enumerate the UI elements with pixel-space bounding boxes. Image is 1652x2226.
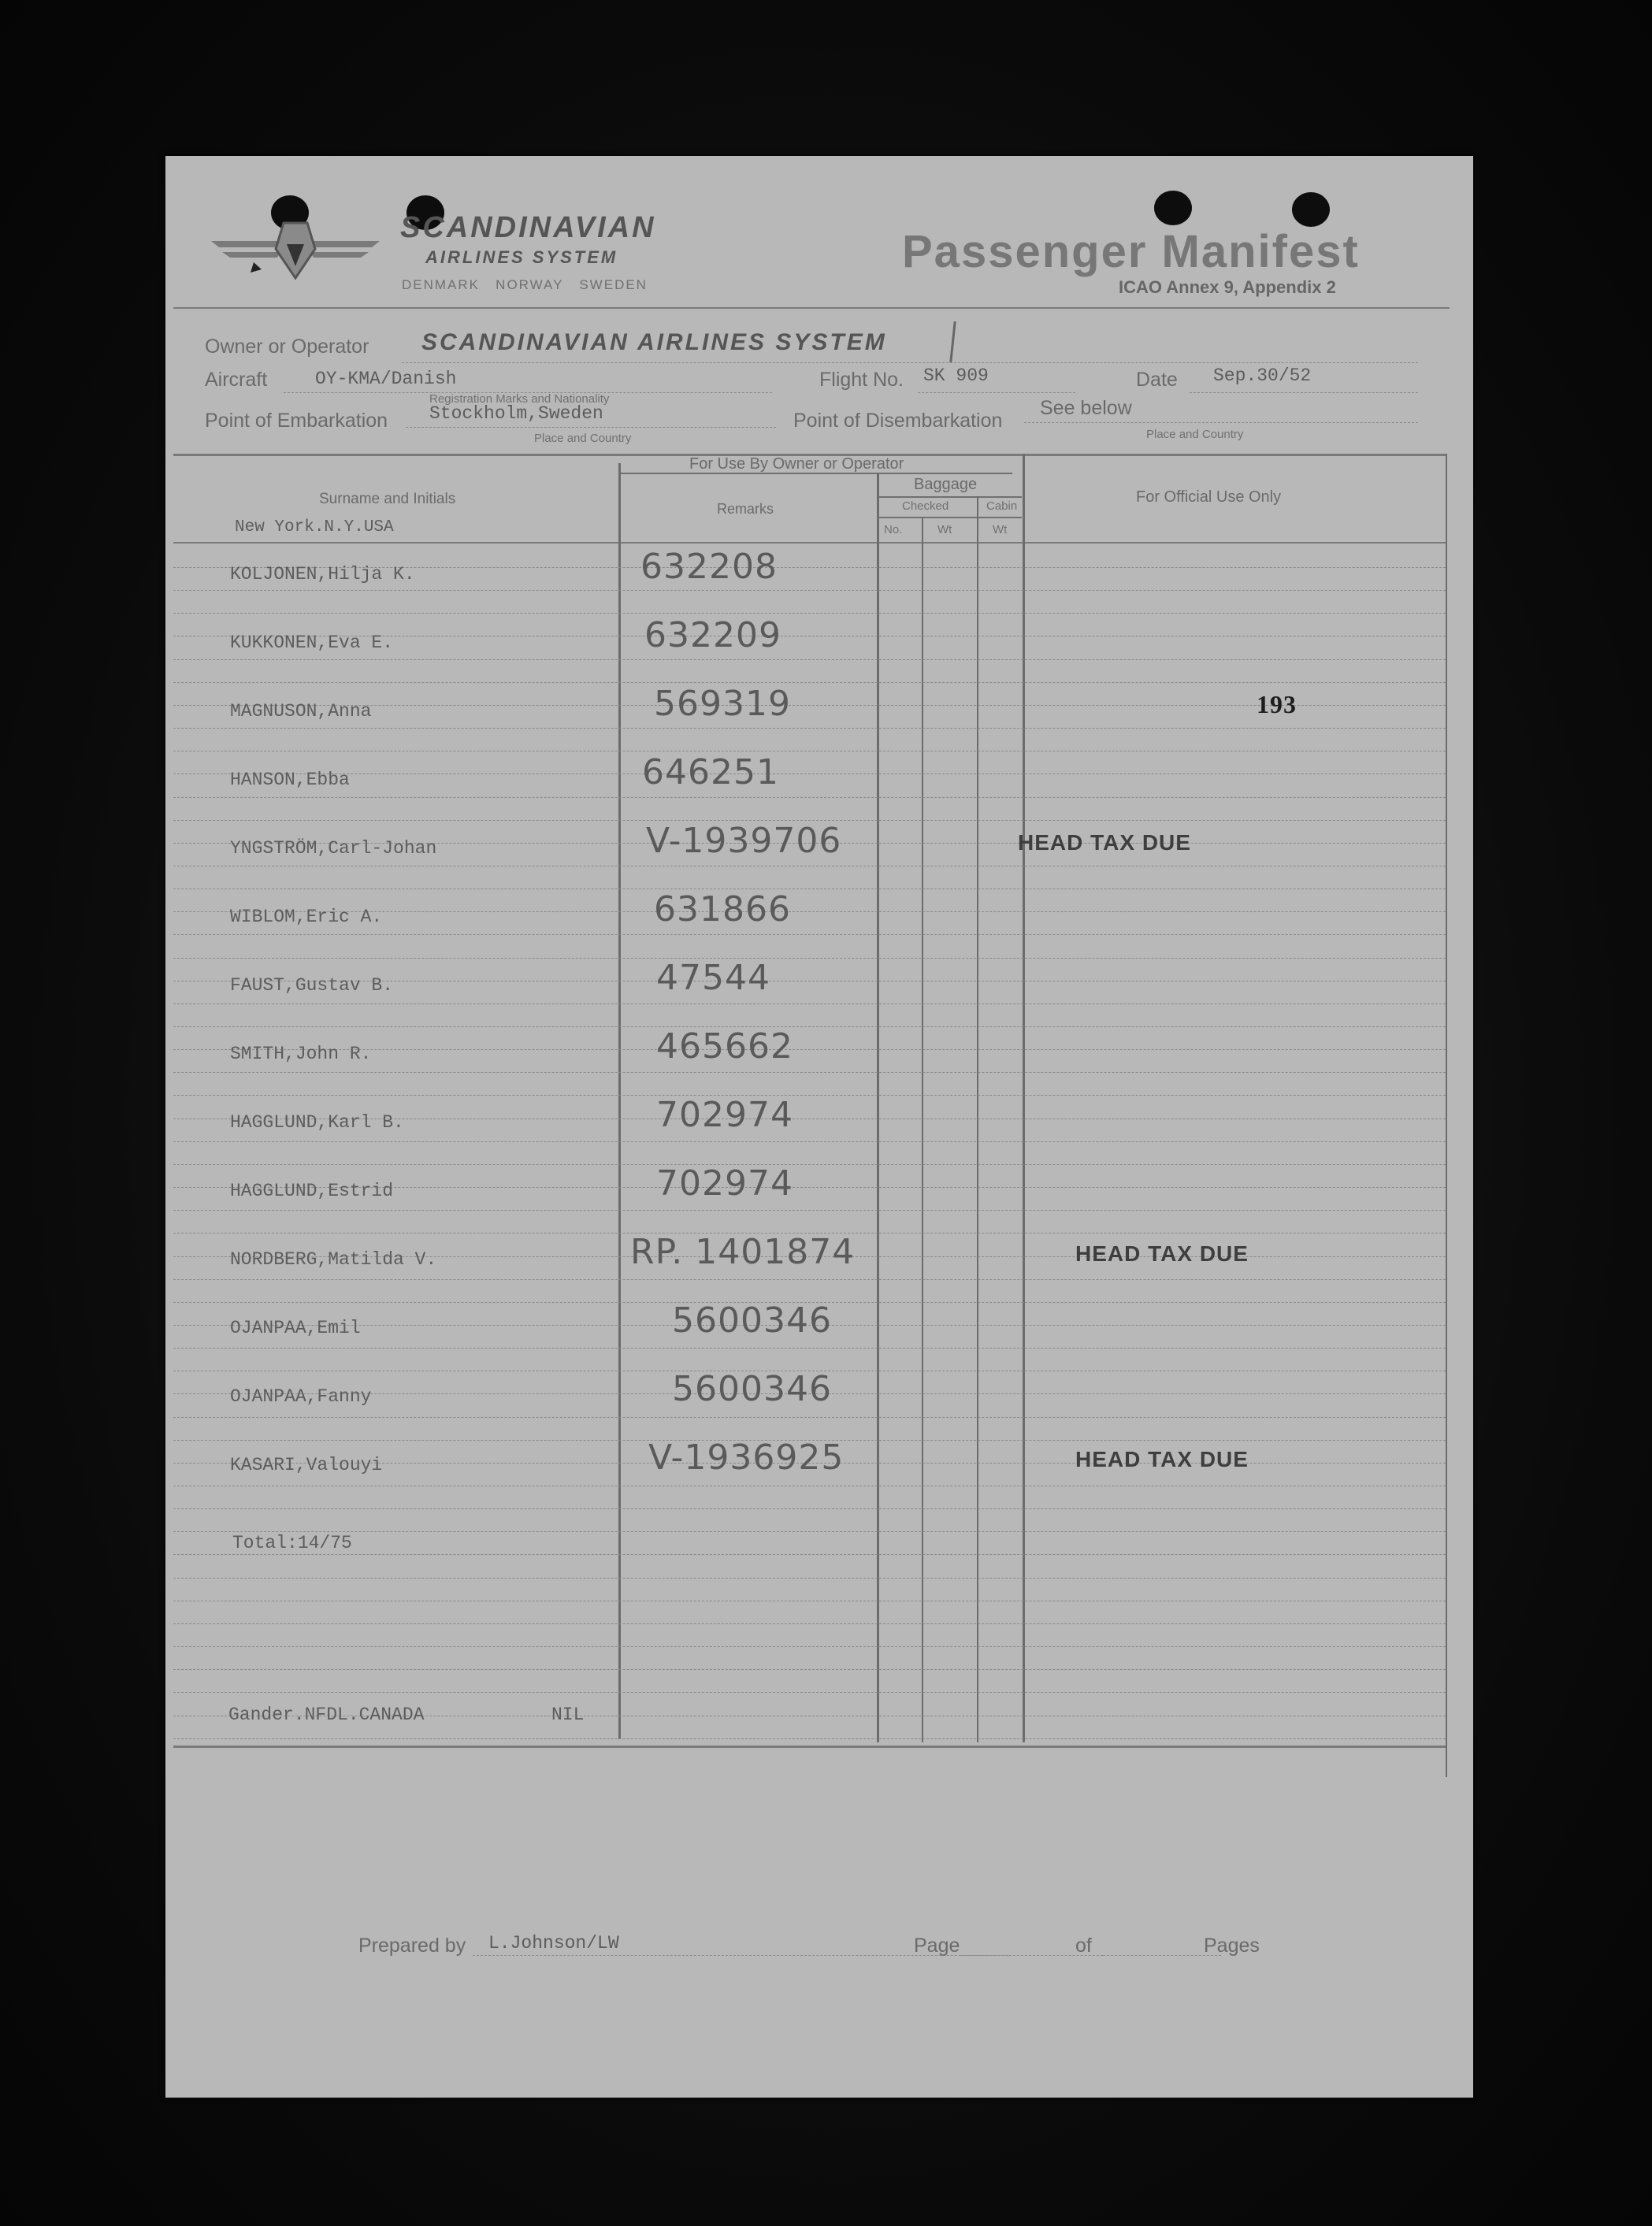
passenger-remark: 702974 — [656, 1095, 793, 1135]
passenger-row — [165, 684, 1473, 764]
passenger-remark: 631866 — [654, 889, 791, 929]
head-tax-stamp: HEAD TAX DUE — [1075, 1241, 1249, 1266]
date-value: Sep.30/52 — [1213, 365, 1312, 386]
ruled-line — [173, 1578, 1446, 1579]
ruled-line — [173, 1531, 1446, 1532]
of-label: of — [1075, 1935, 1092, 1957]
passenger-row — [165, 1095, 1473, 1175]
flight-line — [918, 392, 1075, 393]
passenger-remark: RP. 1401874 — [630, 1232, 856, 1272]
punch-hole — [1154, 191, 1192, 225]
form-reference: ICAO Annex 9, Appendix 2 — [1119, 277, 1336, 297]
passenger-name: KUKKONEN,Eva E. — [230, 633, 394, 653]
embarkation-label: Point of Embarkation — [205, 410, 388, 432]
no-header: No. — [884, 523, 903, 536]
passenger-name: KASARI,Valouyi — [230, 1455, 383, 1475]
head-tax-stamp: HEAD TAX DUE — [1075, 1447, 1249, 1471]
passenger-row — [165, 615, 1473, 696]
passenger-remark: 646251 — [642, 752, 779, 792]
gander-nil: NIL — [551, 1705, 585, 1725]
passenger-row — [165, 821, 1473, 901]
remarks-header: Remarks — [717, 501, 774, 517]
baggage-subrule — [878, 517, 1022, 518]
passenger-remark: 569319 — [654, 684, 791, 724]
ruled-line — [173, 1646, 1446, 1647]
passenger-remark: V-1936925 — [648, 1438, 845, 1478]
passenger-name: HAGGLUND,Karl B. — [230, 1112, 404, 1133]
passenger-name: MAGNUSON,Anna — [230, 701, 372, 722]
official-use-header: For Official Use Only — [1136, 488, 1282, 506]
airline-system: AIRLINES SYSTEM — [425, 247, 618, 267]
passenger-remark: 5600346 — [672, 1300, 832, 1341]
passenger-name: NORDBERG,Matilda V. — [230, 1249, 437, 1270]
cabin-header: Cabin — [986, 499, 1018, 513]
form-title: Passenger Manifest — [902, 226, 1360, 277]
aircraft-label: Aircraft — [205, 369, 268, 391]
airline-wings-logo-icon — [205, 203, 386, 290]
passenger-row — [165, 889, 1473, 970]
date-line — [1190, 392, 1418, 393]
disembarkation-value: See below — [1040, 397, 1132, 419]
ruled-line — [173, 1623, 1446, 1624]
aircraft-value: OY-KMA/Danish — [315, 369, 457, 389]
passenger-remark: 5600346 — [672, 1369, 832, 1409]
passenger-remark: V-1939706 — [646, 821, 842, 861]
prepared-by-label: Prepared by — [358, 1935, 466, 1957]
footer-rule — [173, 1746, 1446, 1748]
passenger-name: HAGGLUND,Estrid — [230, 1181, 394, 1201]
owner-value: SCANDINAVIAN AIRLINES SYSTEM — [421, 329, 887, 355]
date-label: Date — [1136, 369, 1178, 391]
ruled-line — [173, 1669, 1446, 1670]
ruled-line — [173, 1692, 1446, 1693]
passenger-row — [165, 958, 1473, 1038]
passenger-remark: 702974 — [656, 1163, 793, 1204]
header-rule — [173, 307, 1450, 309]
passenger-name: OJANPAA,Fanny — [230, 1386, 372, 1407]
flight-value: SK 909 — [923, 365, 989, 386]
cabin-wt-header: Wt — [993, 523, 1008, 536]
passenger-remark: 465662 — [656, 1026, 793, 1067]
owner-line — [402, 362, 1418, 363]
airline-name: SCANDINAVIAN — [400, 211, 656, 244]
header-bottom-rule — [173, 542, 1446, 544]
passenger-remark: 47544 — [656, 958, 770, 998]
passenger-name: SMITH,John R. — [230, 1044, 372, 1064]
passenger-name: WIBLOM,Eric A. — [230, 907, 383, 927]
ruled-line — [173, 1738, 1446, 1739]
page-label: Page — [914, 1935, 960, 1957]
registration-caption: Registration Marks and Nationality — [429, 392, 610, 406]
passenger-name: YNGSTRÖM,Carl-Johan — [230, 838, 437, 859]
passenger-name: KOLJONEN,Hilja K. — [230, 564, 415, 584]
gander-line: Gander.NFDL.CANADA — [228, 1705, 425, 1725]
baggage-rule — [878, 496, 1022, 498]
embarkation-value: Stockholm,Sweden — [429, 403, 603, 424]
passenger-row — [165, 1026, 1473, 1107]
passenger-name: OJANPAA,Emil — [230, 1318, 361, 1338]
passenger-name: FAUST,Gustav B. — [230, 975, 394, 996]
disembarkation-line — [1024, 422, 1418, 423]
airline-countries: DENMARK NORWAY SWEDEN — [402, 277, 648, 292]
embarkation-caption: Place and Country — [534, 432, 632, 445]
embarkation-line — [406, 427, 776, 428]
surname-header: Surname and Initials — [319, 491, 456, 507]
punch-hole — [1292, 192, 1330, 227]
prepared-by-value: L.Johnson/LW — [488, 1933, 619, 1953]
passenger-remark: 632208 — [640, 547, 778, 587]
checked-header: Checked — [902, 499, 949, 513]
owner-divider — [949, 321, 956, 362]
head-tax-stamp: HEAD TAX DUE — [1018, 830, 1191, 855]
destination-header: New York.N.Y.USA — [235, 518, 394, 536]
owner-use-header: For Use By Owner or Operator — [689, 455, 904, 473]
flight-label: Flight No. — [819, 369, 904, 391]
baggage-header: Baggage — [914, 476, 978, 493]
ruled-line — [173, 1554, 1446, 1555]
wt-header: Wt — [937, 523, 952, 536]
pages-label: Pages — [1204, 1935, 1260, 1957]
owner-label: Owner or Operator — [205, 336, 369, 358]
passenger-row — [165, 547, 1473, 627]
passenger-remark: 632209 — [644, 615, 781, 655]
passenger-name: HANSON,Ebba — [230, 770, 350, 790]
official-number: 193 — [1257, 690, 1297, 718]
disembarkation-caption: Place and Country — [1146, 428, 1244, 441]
manifest-sheet — [165, 156, 1473, 2098]
disembarkation-label: Point of Disembarkation — [793, 410, 1003, 432]
passenger-row — [165, 1438, 1473, 1518]
total-line: Total:14/75 — [232, 1533, 352, 1553]
